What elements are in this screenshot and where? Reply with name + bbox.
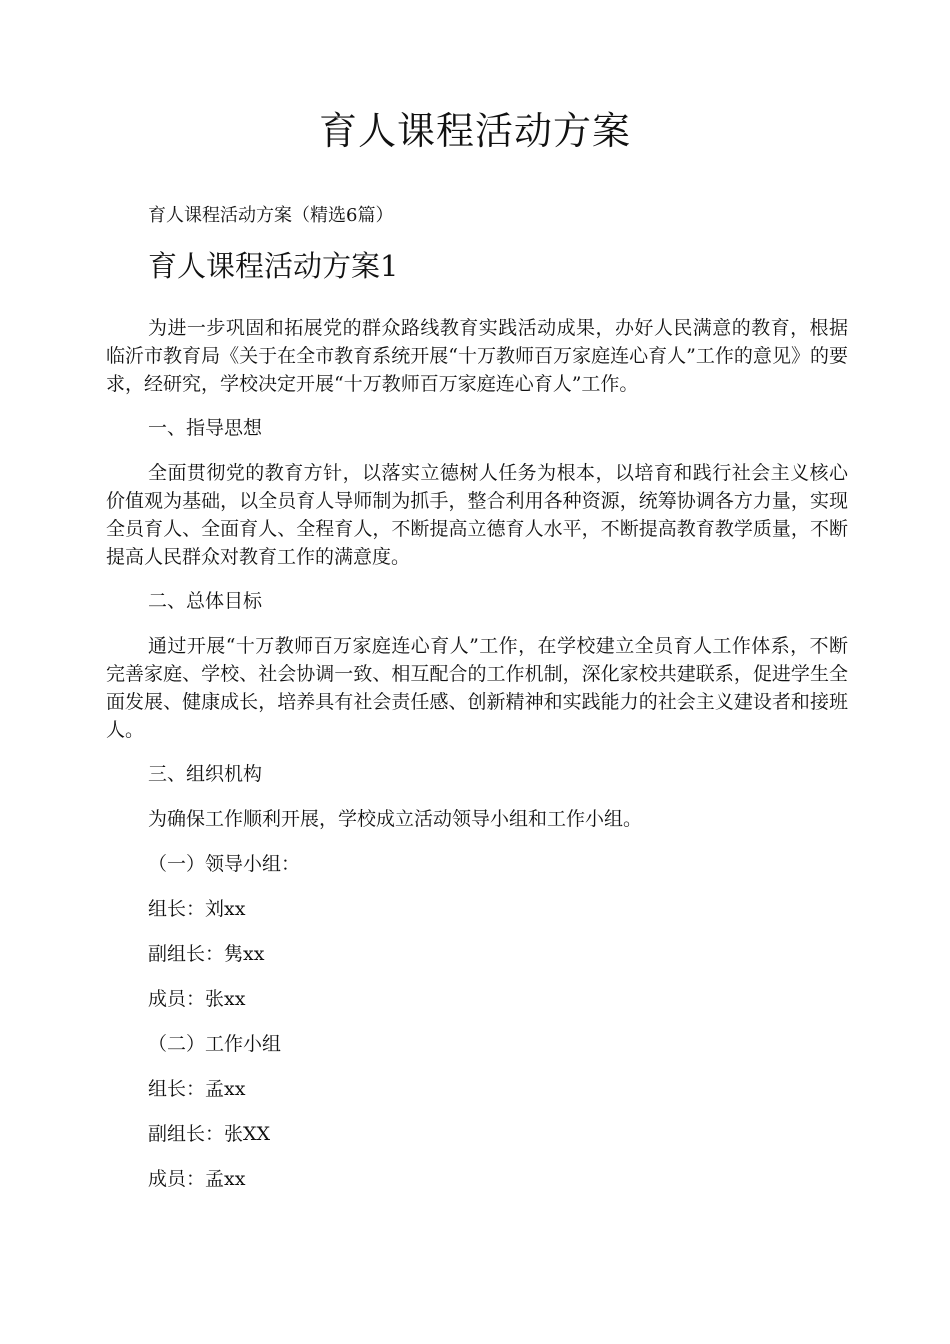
paragraph-intro: 为进一步巩固和拓展党的群众路线教育实践活动成果，办好人民满意的教育，根据临沂市教育局《关于在全市教育系统开展“十万教师百万家庭连心育人”工作的意见》的要求，经研究，学校决定开展“十万教师百万家庭连心育人”工作。	[106, 317, 848, 395]
working-group-deputy: 副组长：张XX	[148, 1123, 271, 1145]
leadership-group-leader: 组长：刘xx	[148, 898, 246, 920]
paragraph-organization: 为确保工作顺利开展，学校成立活动领导小组和工作小组。	[148, 808, 643, 830]
leadership-group-deputy: 副组长：隽xx	[148, 943, 265, 965]
paragraph-overall-goal: 通过开展“十万教师百万家庭连心育人”工作，在学校建立全员育人工作体系，不断完善家庭、学校、社会协调一致、相互配合的工作机制，深化家校共建联系，促进学生全面发展、健康成长，培养具有社会责任感、创新精神和实践能力的社会主义建设者和接班人。	[106, 635, 848, 741]
document-body	[106, 314, 848, 1210]
document-title: 育人课程活动方案	[318, 109, 631, 153]
working-group-members: 成员：孟xx	[148, 1168, 246, 1190]
heading-leadership-group: （一）领导小组：	[148, 853, 301, 875]
heading-guiding-ideology: 一、指导思想	[148, 417, 263, 439]
heading-overall-goal: 二、总体目标	[148, 590, 263, 612]
working-group-leader: 组长：孟xx	[148, 1078, 246, 1100]
heading-working-group: （二）工作小组	[148, 1033, 282, 1055]
section-title: 育人课程活动方案1	[148, 249, 399, 283]
heading-organization: 三、组织机构	[148, 763, 263, 785]
document-subtitle: 育人课程活动方案（精选6篇）	[148, 205, 394, 226]
leadership-group-members: 成员：张xx	[148, 988, 246, 1010]
paragraph-guiding-ideology: 全面贯彻党的教育方针，以落实立德树人任务为根本，以培育和践行社会主义核心价值观为基础，以全员育人导师制为抓手，整合利用各种资源，统筹协调各方力量，实现全员育人、全面育人、全程育人，不断提高立德育人水平，不断提高教育教学质量，不断提高人民群众对教育工作的满意度。	[106, 462, 848, 568]
